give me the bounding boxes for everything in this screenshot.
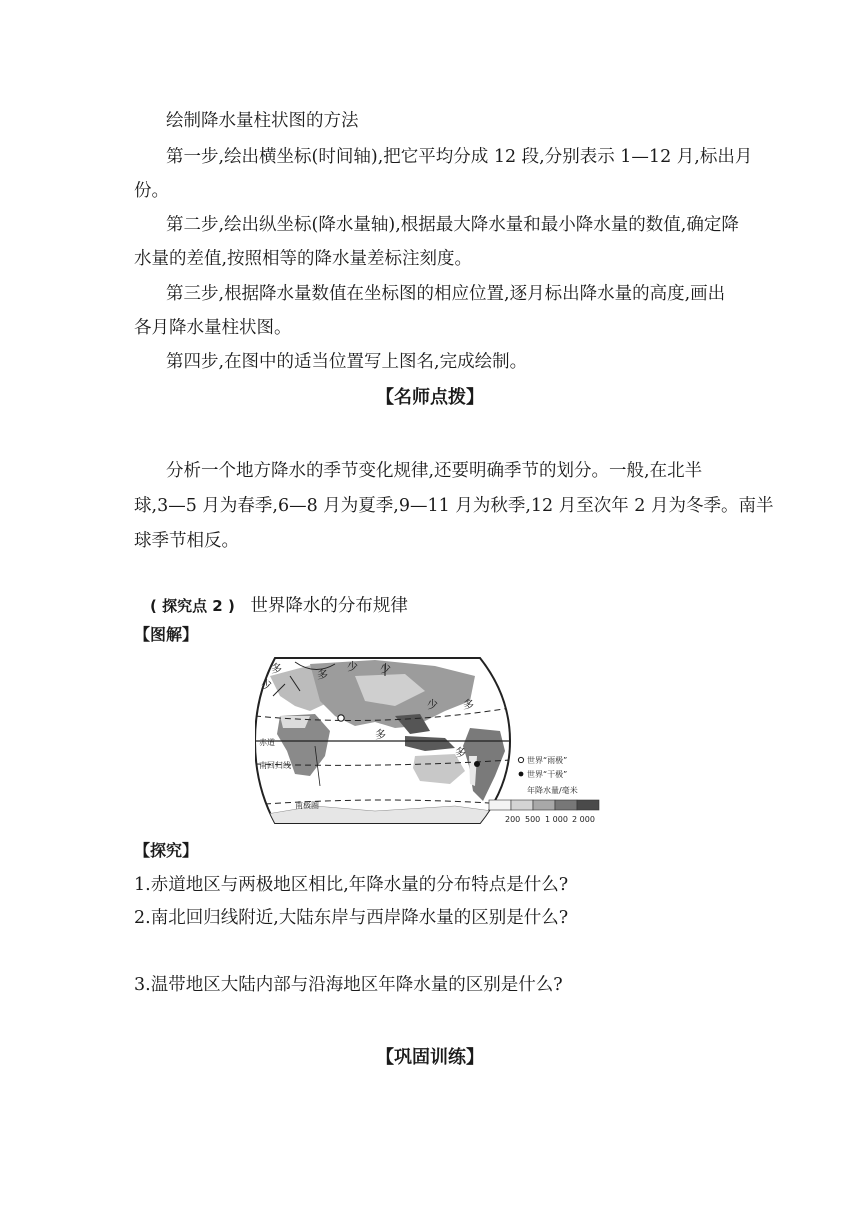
step2-line1: 第二步,绘出纵坐标(降水量轴),根据最大降水量和最小降水量的数值,确定降 <box>166 215 739 235</box>
legend-tick-2000: 2 000 <box>572 815 595 824</box>
label-more-2: 多 <box>317 668 328 681</box>
legend-dry-pole-icon <box>519 772 524 777</box>
inquiry-heading: 【探究】 <box>134 841 199 860</box>
label-less-2: 少 <box>347 660 358 673</box>
label-less-4: 少 <box>427 698 438 711</box>
label-less-1: 少 <box>261 678 272 691</box>
label-more-1: 多 <box>271 662 282 675</box>
figure-heading: 【图解】 <box>134 625 199 644</box>
inquiry-q2: 2.南北回归线附近,大陆东岸与西岸降水量的区别是什么? <box>134 908 569 928</box>
inquiry-q1: 1.赤道地区与两极地区相比,年降水量的分布特点是什么? <box>134 875 569 895</box>
step1-line2: 份。 <box>134 181 169 201</box>
legend-tick-200: 200 <box>505 815 521 824</box>
legend-swatch-1 <box>489 800 511 810</box>
legend-rain-pole-icon <box>518 757 523 762</box>
legend-tick-1000: 1 000 <box>545 815 568 824</box>
step2-line2: 水量的差值,按照相等的降水量差标注刻度。 <box>134 249 473 269</box>
step3-line2: 各月降水量柱状图。 <box>134 318 292 338</box>
tips-line3: 球季节相反。 <box>134 531 239 551</box>
rain-pole-marker <box>338 715 344 721</box>
step4: 第四步,在图中的适当位置写上图名,完成绘制。 <box>166 352 528 372</box>
legend-swatch-3 <box>533 800 555 810</box>
explore2-tag: ( 探究点 2 ) <box>150 597 235 615</box>
tips-line1: 分析一个地方降水的季节变化规律,还要明确季节的划分。一般,在北半 <box>166 461 703 481</box>
step1-line1: 第一步,绘出横坐标(时间轴),把它平均分成 12 段,分别表示 1—12 月,标出月 <box>166 147 753 167</box>
world-precipitation-map <box>255 656 605 826</box>
method-title: 绘制降水量柱状图的方法 <box>166 111 359 131</box>
legend-scale-bar <box>489 800 599 810</box>
label-equator: 赤道 <box>259 738 275 747</box>
explore2-text: 世界降水的分布规律 <box>250 596 408 616</box>
legend-rain-pole: 世界“雨极” <box>527 756 568 765</box>
step3-line1: 第三步,根据降水量数值在坐标图的相应位置,逐月标出降水量的高度,画出 <box>166 284 726 304</box>
label-more-5: 多 <box>455 746 466 759</box>
label-less-3: 少 <box>380 662 391 675</box>
label-antarctic-circle: 南极圈 <box>295 801 319 810</box>
legend-tick-500: 500 <box>525 815 541 824</box>
legend-scale-title: 年降水量/毫米 <box>527 786 578 795</box>
label-more-3: 多 <box>463 698 474 711</box>
label-south-tropic: 南回归线 <box>259 761 291 770</box>
dry-pole-marker <box>474 761 480 767</box>
legend-swatch-5 <box>577 800 599 810</box>
legend-swatch-4 <box>555 800 577 810</box>
explore2-title <box>150 594 408 618</box>
tips-line2: 球,3—5 月为春季,6—8 月为夏季,9—11 月为秋季,12 月至次年 2 月为冬季。南半 <box>134 496 774 516</box>
tips-heading: 【名师点拨】 <box>376 387 484 408</box>
legend-dry-pole: 世界“干极” <box>527 770 568 779</box>
practice-heading: 【巩固训练】 <box>376 1047 484 1068</box>
legend-swatch-2 <box>511 800 533 810</box>
inquiry-q3: 3.温带地区大陆内部与沿海地区年降水量的区别是什么? <box>134 975 563 995</box>
label-more-4: 多 <box>375 728 386 741</box>
